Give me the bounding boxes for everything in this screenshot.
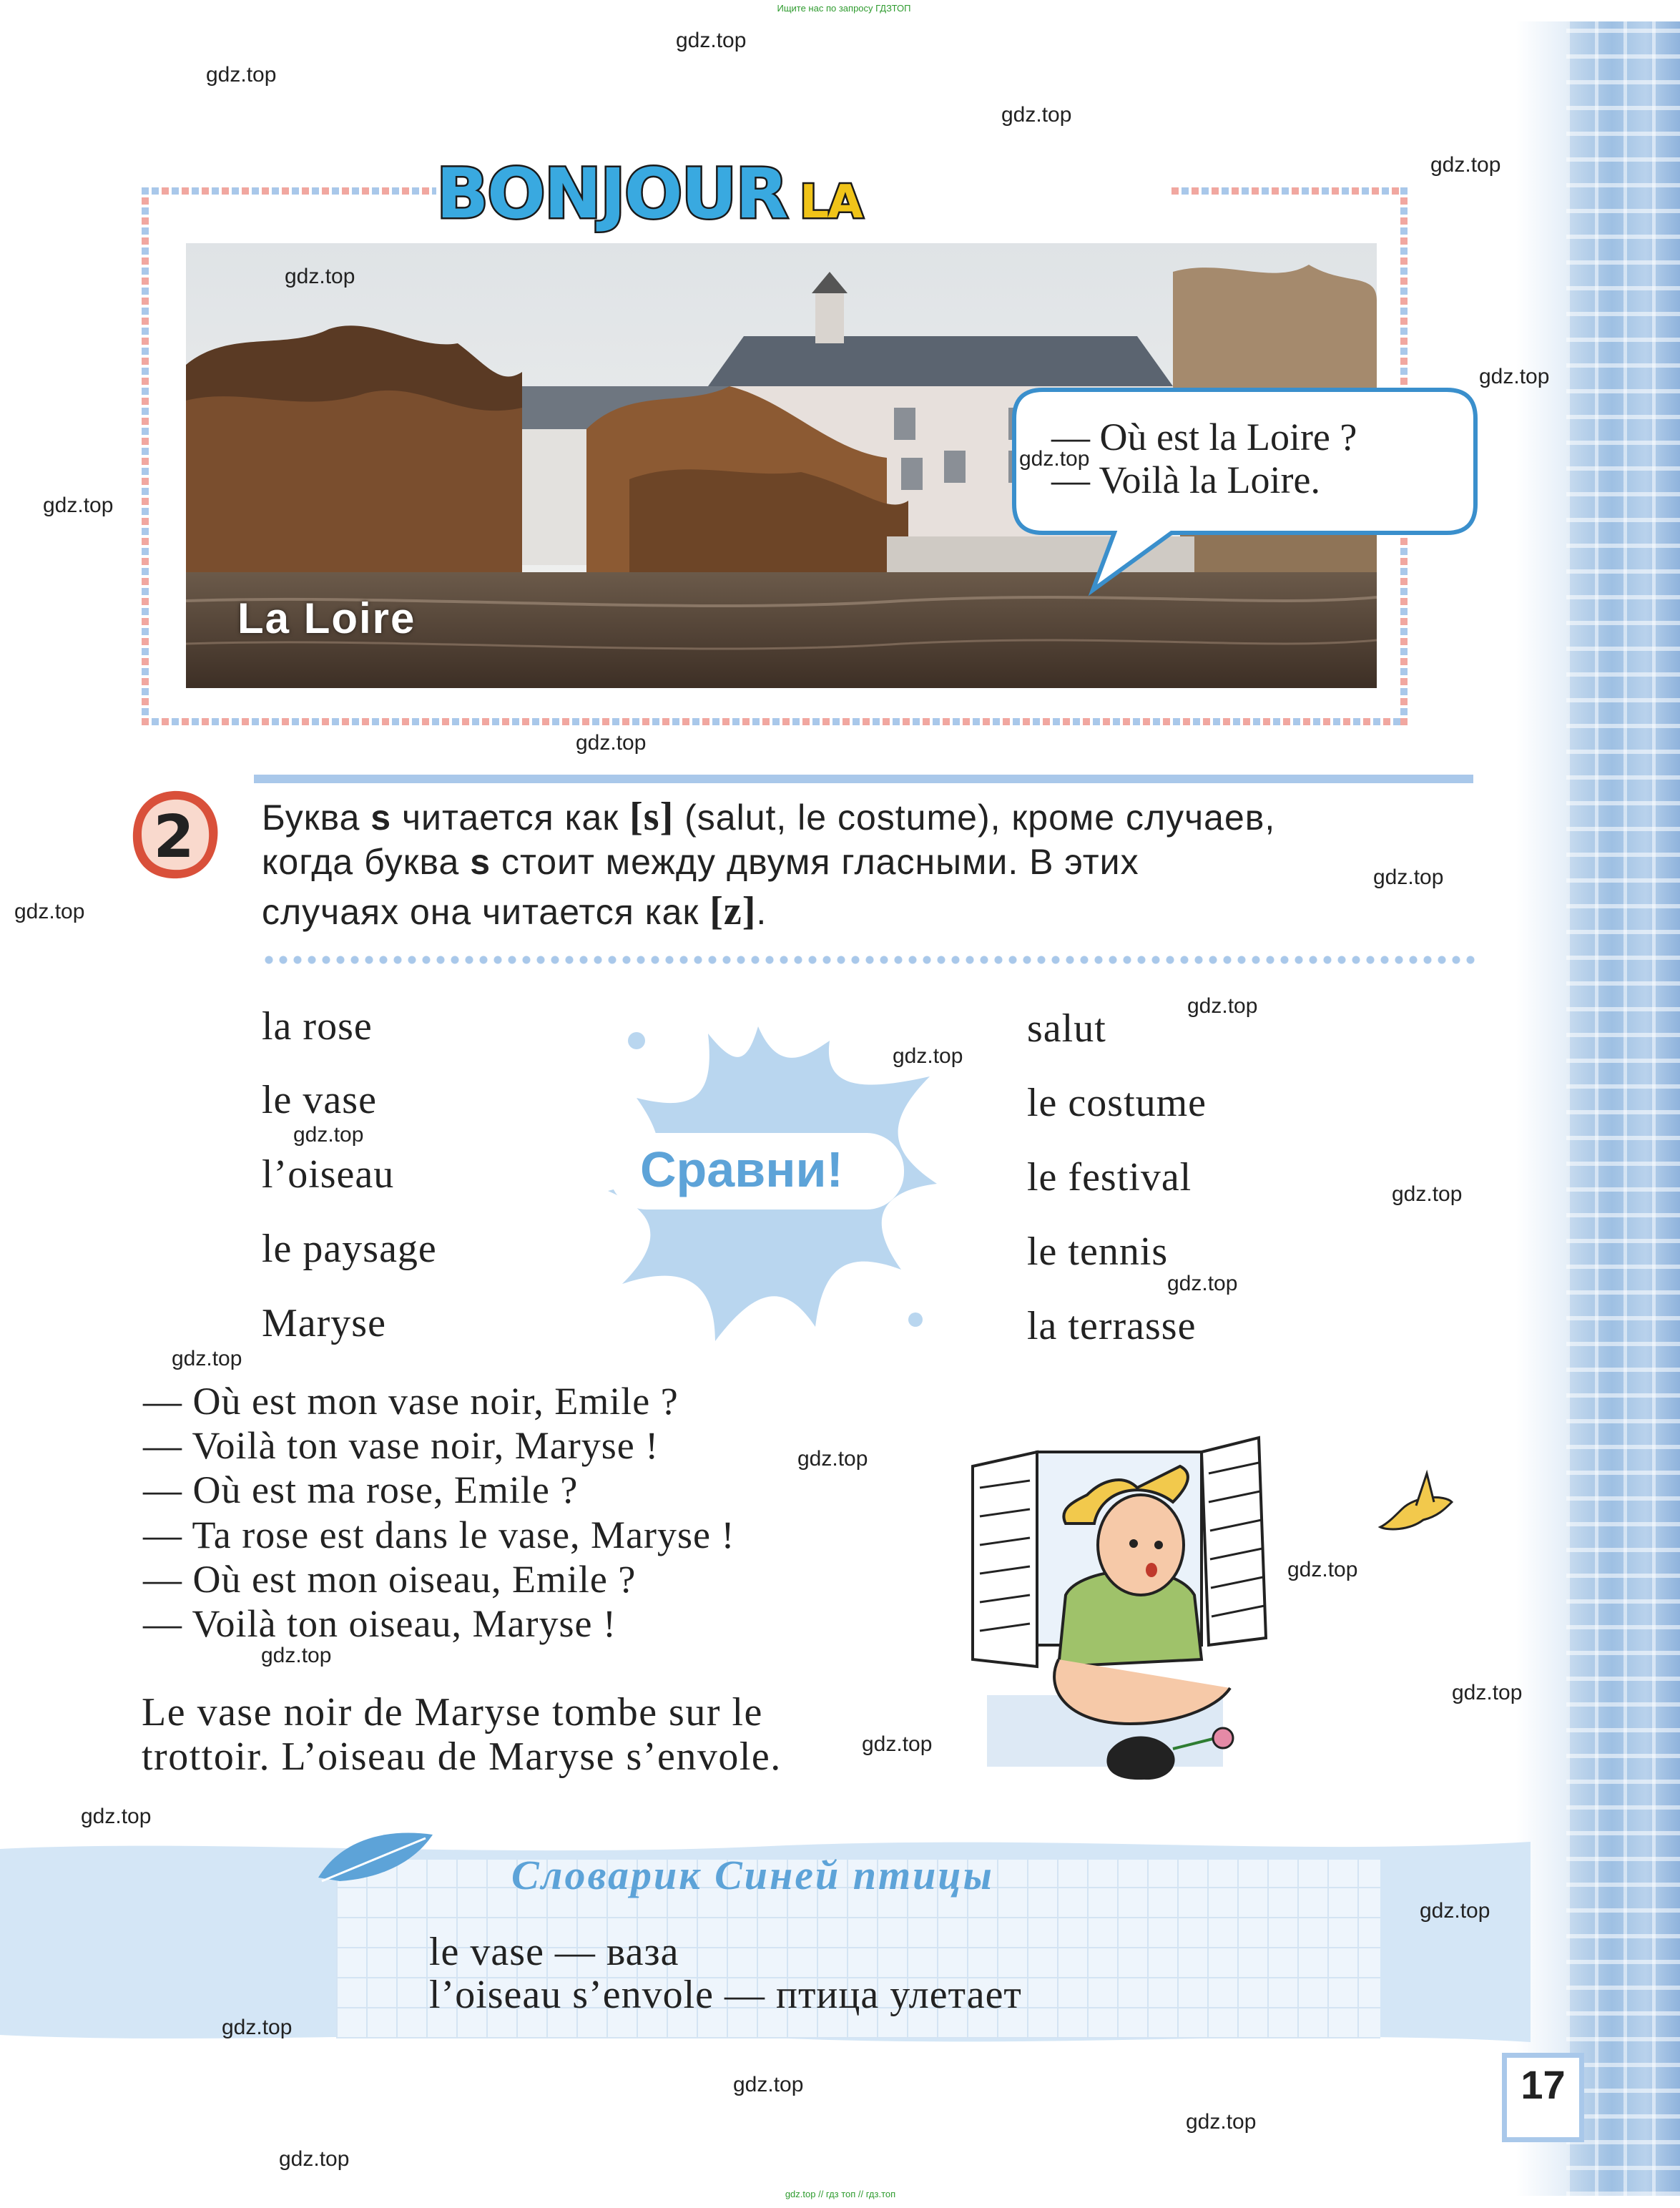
watermark: gdz.top: [222, 2016, 293, 2039]
watermark: gdz.top: [1373, 865, 1444, 889]
rule-sound-z: [z]: [709, 889, 757, 933]
rule-letter-s: s: [470, 842, 491, 882]
dialogue-line: — Ta rose est dans le vase, Maryse !: [143, 1513, 735, 1556]
speech-line-1: — Où est la Loire ?: [1051, 416, 1357, 458]
dialogue-line: — Voilà ton oiseau, Maryse !: [143, 1602, 617, 1645]
watermark: gdz.top: [797, 1447, 868, 1471]
dictionary-title: Словарик Синей птицы: [511, 1852, 994, 1898]
left-word: l’oiseau: [262, 1152, 395, 1197]
watermark: gdz.top: [1452, 1681, 1523, 1704]
logo-word-la: LA: [800, 176, 862, 229]
dotted-separator: [262, 955, 1478, 965]
rule-line-1: [262, 794, 1275, 840]
rule-text: Буква: [262, 798, 371, 838]
watermark: gdz.top: [676, 29, 747, 52]
exercise-top-rule: [254, 775, 1473, 783]
page-number: 17: [1521, 2062, 1566, 2107]
right-word: la terrasse: [1027, 1304, 1197, 1348]
rule-text: (salut, le costume), кроме случаев,: [674, 798, 1276, 838]
exercise-number-badge: [129, 787, 222, 883]
watermark: gdz.top: [1001, 103, 1072, 127]
left-word: le vase: [262, 1078, 377, 1122]
watermark: gdz.top: [81, 1805, 152, 1828]
watermark: gdz.top: [1420, 1899, 1490, 1923]
speech-line-2: — Voilà la Loire.: [1051, 458, 1320, 501]
watermark: gdz.top: [172, 1347, 242, 1370]
girl-at-window-illustration: [958, 1423, 1473, 1781]
watermark: gdz.top: [279, 2147, 350, 2171]
watermark: gdz.top: [293, 1123, 364, 1147]
feather-icon: [311, 1820, 440, 1892]
rule-text: читается как: [391, 798, 630, 838]
watermark: gdz.top: [1167, 1272, 1238, 1295]
dialogue-line: — Où est ma rose, Emile ?: [143, 1468, 579, 1511]
right-word: le festival: [1027, 1155, 1192, 1199]
bonjour-la-france-logo: [436, 154, 1151, 232]
rule-text: когда буква: [262, 842, 471, 882]
watermark: gdz.top: [1430, 153, 1501, 177]
left-word: le paysage: [262, 1227, 437, 1271]
rule-text: случаях она читается как: [262, 892, 710, 932]
story-line: Le vase noir de Maryse tombe sur le: [142, 1690, 763, 1734]
dialogue-line: — Où est mon oiseau, Emile ?: [143, 1558, 637, 1601]
watermark: gdz.top: [1187, 994, 1258, 1018]
rule-sound-s: [s]: [629, 795, 674, 839]
photo-caption: La Loire: [237, 594, 416, 642]
right-decorative-strip: [1566, 21, 1680, 2196]
watermark: gdz.top: [733, 2073, 804, 2096]
left-word: Maryse: [262, 1301, 386, 1345]
watermark: gdz.top: [1019, 447, 1090, 471]
watermark: gdz.top: [1392, 1182, 1463, 1206]
rule-text: .: [756, 892, 767, 932]
dialogue-line: — Où est mon vase noir, Emile ?: [143, 1380, 679, 1423]
dictionary-entry: le vase — ваза: [429, 1930, 679, 1974]
watermark: gdz.top: [43, 494, 114, 517]
compare-label: Сравни!: [640, 1142, 843, 1197]
rule-line-3: [262, 888, 767, 934]
top-search-note: Ищите нас по запросу ГДЗТОП: [777, 3, 911, 14]
watermark: gdz.top: [1186, 2110, 1257, 2134]
watermark: gdz.top: [1479, 365, 1550, 388]
left-word: la rose: [262, 1004, 373, 1049]
watermark: gdz.top: [893, 1044, 963, 1068]
dictionary-entry: l’oiseau s’envole — птица улетает: [429, 1973, 1022, 2017]
watermark: gdz.top: [206, 63, 277, 87]
watermark: gdz.top: [285, 265, 355, 288]
watermark: gdz.top: [14, 900, 85, 923]
right-word: le costume: [1027, 1081, 1207, 1125]
right-word: salut: [1027, 1006, 1106, 1051]
bottom-note: gdz.top // гдз топ // гдз.топ: [785, 2189, 896, 2199]
exercise-number: 2: [153, 803, 195, 871]
dialogue-line: — Voilà ton vase noir, Maryse !: [143, 1424, 659, 1467]
watermark: gdz.top: [261, 1644, 332, 1667]
rule-letter-s: s: [370, 798, 392, 838]
rule-text: стоит между двумя гласными. В этих: [491, 842, 1139, 882]
logo-word-bonjour: BONJOUR: [436, 154, 787, 234]
watermark: gdz.top: [576, 731, 647, 755]
watermark: gdz.top: [1287, 1558, 1358, 1581]
rule-line-2: [262, 841, 1139, 883]
watermark: gdz.top: [862, 1732, 933, 1756]
story-line: trottoir. L’oiseau de Maryse s’envole.: [142, 1734, 782, 1779]
right-word: le tennis: [1027, 1230, 1169, 1274]
